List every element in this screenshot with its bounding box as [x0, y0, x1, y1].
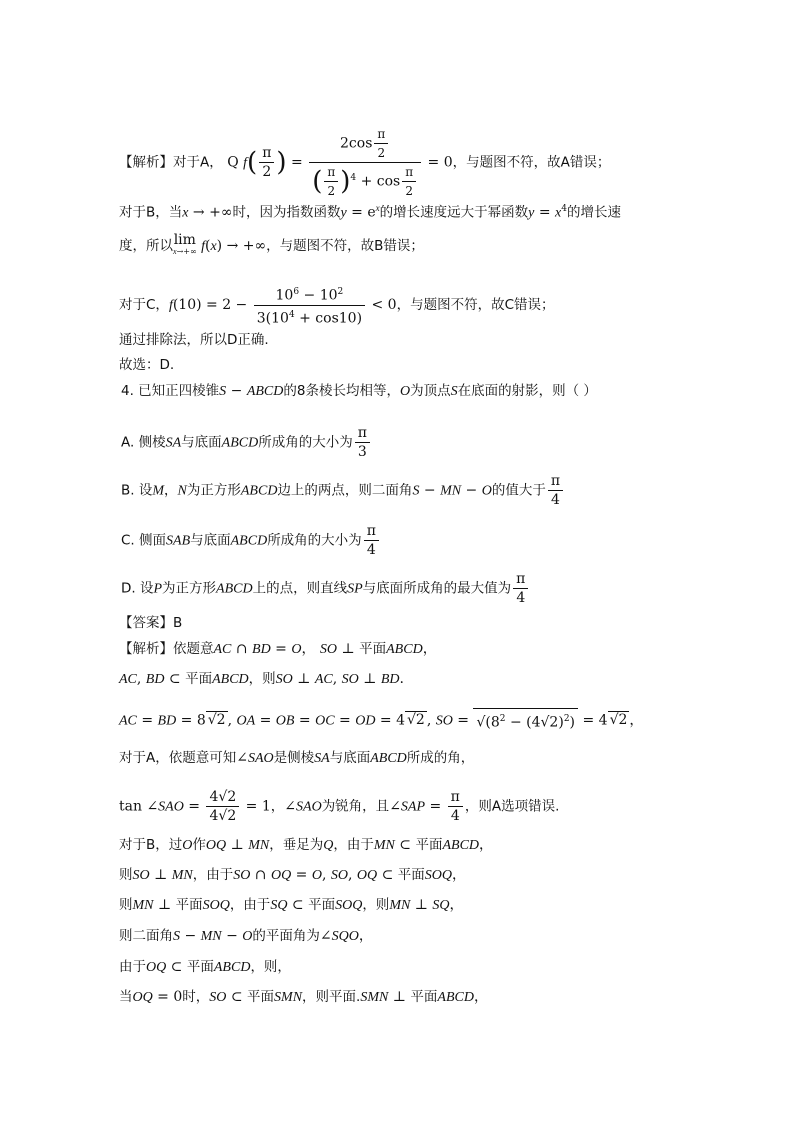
solution-line-7: 则SO ⊥ MN，由于SO ∩ OQ = O, SO, OQ ⊂ 平面SOQ，: [119, 867, 467, 883]
solution-line-1: 【解析】依题意AC ∩ BD = O， SO ⊥ 平面ABCD，: [119, 641, 437, 657]
analysis-a-line: 【解析】对于A， Q f( $\frac{\pi}{2}$ ) = 2cos $\frac{\pi}{2}$ ( $\frac{\pi}{2}$ )$^4$ + cos $\frac{\pi}{2}$ = 0，与题图不符，故A错误；: [119, 127, 611, 198]
analysis-c-line: 对于C，f(10) = 2 − $\frac{10^6 - 10^2}{3(10^4 + \cos 10)}$ < 0，与题图不符，故C错误；: [119, 283, 555, 327]
option-b: B. 设M，N为正方形ABCD边上的两点，则二面角S − MN − O的值大于 $\frac{\pi}{4}$: [121, 472, 565, 509]
fraction-f10: $\frac{10^6 - 10^2}{3(10^4 + \cos 10)}$: [254, 283, 365, 327]
analysis-b-line-1: 对于B，当x → +∞时，因为指数函数$y = e^x$的增长速度远大于幂函数$y = x^4$的增长速: [119, 203, 621, 221]
solution-line-5: tan ∠SAO = $\frac{4√2}{4√2}$ = 1，∠SAO为锐角，且∠SAP = $\frac{\pi}{4}$ ，则A选项错误.: [119, 789, 560, 824]
question-4-stem: 4. 已知正四棱锥S − ABCD的8条棱长均相等，O为顶点S在底面的射影，则（ ）: [121, 383, 597, 399]
solution-line-4: 对于A，依题意可知∠SAO是侧棱SA与底面ABCD所成的角，: [119, 750, 475, 766]
option-c: C. 侧面SAB与底面ABCD所成角的大小为 $\frac{\pi}{4}$: [121, 522, 381, 559]
solution-line-10: 由于OQ ⊂ 平面ABCD，则，: [119, 959, 291, 975]
fraction-f-pi-over-2: 2cos $\frac{\pi}{2}$ ( $\frac{\pi}{2}$ )$^4$ + cos $\frac{\pi}{2}$: [309, 125, 421, 200]
solution-line-9: 则二面角S − MN − O的平面角为∠SQO，: [119, 928, 373, 944]
answer-line: 【答案】B: [119, 615, 183, 631]
analysis-b-line-2: 度，所以lim x→+∞ f(x) → +∞，与题图不符，故B错误；: [119, 232, 424, 256]
solution-line-8: 则MN ⊥ 平面SOQ，由于SQ ⊂ 平面SOQ，则MN ⊥ SQ，: [119, 897, 464, 913]
solution-line-11: 当OQ = 0时，SO ⊂ 平面SMN，则平面.SMN ⊥ 平面ABCD，: [119, 989, 488, 1005]
choice-line: 故选：D.: [119, 357, 175, 373]
solution-line-3: AC = BD = 8 √2 , OA = OB = OC = OD = 4 √2 , SO = $√(8^2 - (4√2)^2) = 4$ √2 ，: [119, 708, 643, 733]
option-d: D. 设P为正方形ABCD上的点，则直线SP与底面所成角的最大值为 $\frac{\pi}{4}$: [121, 570, 530, 607]
exclusion-line: 通过排除法，所以D正确.: [119, 332, 269, 348]
solution-line-6: 对于B，过O作OQ ⊥ MN，垂足为Q，由于MN ⊂ 平面ABCD，: [119, 837, 494, 853]
option-a: A. 侧棱SA与底面ABCD所成角的大小为 $\frac{\pi}{3}$: [121, 424, 372, 461]
solution-line-2: AC, BD ⊂ 平面ABCD，则SO ⊥ AC, SO ⊥ BD.: [119, 671, 404, 687]
